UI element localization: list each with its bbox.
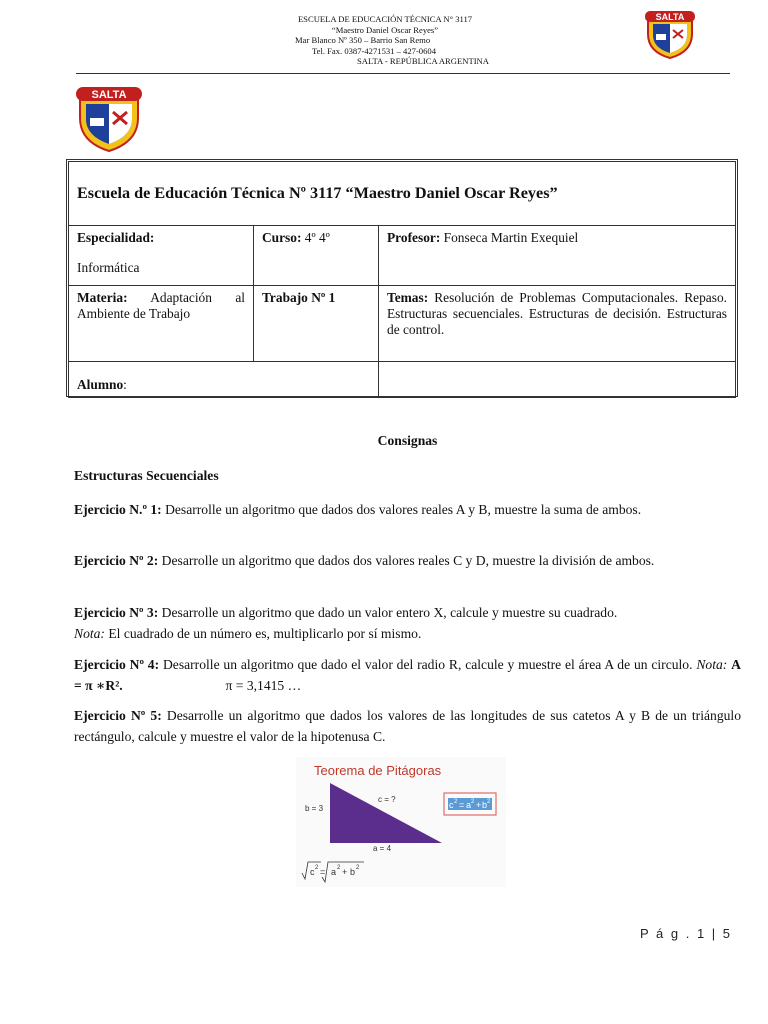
formula-c: c (449, 800, 454, 810)
sqrt-b-exp: 2 (356, 865, 360, 871)
exercise-5 (74, 705, 741, 747)
curso-label: Curso: (262, 230, 302, 245)
page-number: P á g . 1 | 5 (640, 926, 733, 941)
especialidad-value: Informática (77, 260, 140, 275)
side-c-label: c = ? (378, 795, 396, 804)
school-title: Escuela de Educación Técnica Nº 3117 “Maestro Daniel Oscar Reyes” (69, 162, 736, 226)
formula-a: a (466, 800, 472, 810)
section-heading: Estructuras Secuenciales (74, 468, 219, 483)
exercise-3-text: Desarrolle un algoritmo que dado un valor entero X, calcule y muestre su cuadrado. (161, 605, 618, 620)
profesor-cell (379, 226, 736, 286)
trabajo-cell (254, 286, 379, 362)
letterhead-address: Mar Blanco Nº 350 – Barrio San Remo (295, 35, 431, 45)
salta-crest-logo (72, 84, 146, 154)
exercise-2 (74, 550, 741, 571)
trabajo-label: Trabajo Nº 1 (262, 290, 336, 305)
exercise-3-nota-text: El cuadrado de un número es, multiplicarlo por sí mismo. (108, 626, 422, 641)
svg-text:+: + (476, 800, 482, 810)
exercise-5-text: Desarrolle un algoritmo que dados los valores de las longitudes de sus catetos A y B de un triángulo rectángulo, calcule y muestre el valor de la hipotenusa C. (74, 708, 741, 744)
svg-text:=: = (459, 800, 465, 810)
profesor-value: Fonseca Martin Exequiel (443, 230, 579, 245)
letterhead-phone: Tel. Fax. 0387-4271531 – 427-0604 (312, 45, 436, 56)
exercise-4-label: Ejercicio Nº 4: (74, 657, 160, 672)
temas-value: Resolución de Problemas Computacionales. Repaso. Estructuras secuenciales. Estructuras de decisión. Estructuras de control. (387, 290, 727, 337)
consignas-heading: Consignas (377, 433, 438, 448)
alumno-label: Alumno (77, 377, 124, 392)
exercise-1-label: Ejercicio N.º 1: (74, 502, 162, 517)
figure-title: Teorema de Pitágoras (314, 763, 442, 778)
materia-cell (69, 286, 254, 362)
right-triangle (330, 783, 442, 843)
curso-cell (254, 226, 379, 286)
exercise-1-text: Desarrolle un algoritmo que dados dos valores reales A y B, muestre la suma de ambos. (165, 502, 642, 517)
exercise-2-text: Desarrolle un algoritmo que dados dos valores reales C y D, muestre la división de ambos. (161, 553, 655, 568)
materia-label: Materia: (77, 290, 128, 305)
side-a-label: a = 4 (373, 844, 392, 853)
curso-value: 4º 4º (304, 230, 330, 245)
header-divider (76, 73, 730, 74)
letterhead-patron: “Maestro Daniel Oscar Reyes” (331, 24, 439, 35)
letterhead-location: SALTA - REPÚBLICA ARGENTINA (357, 56, 489, 66)
exercise-4-nota-label: Nota: (696, 657, 728, 672)
exercise-5-label: Ejercicio Nº 5: (74, 708, 162, 723)
exercise-4 (74, 654, 741, 696)
formula-a-exp: 2 (471, 799, 475, 805)
sqrt-c: c (310, 867, 315, 877)
exercise-3-nota-label: Nota: (74, 626, 105, 641)
especialidad-label: Especialidad: (77, 230, 155, 245)
exercise-4-text: Desarrolle un algoritmo que dado el valor del radio R, calcule y muestre el área A de un circulo. (162, 657, 693, 672)
letterhead (250, 14, 520, 67)
salta-logo-text: SALTA (655, 12, 685, 22)
salta-logo-text-left: SALTA (91, 89, 127, 101)
sqrt-c-exp: 2 (315, 865, 319, 871)
exercise-3 (74, 602, 741, 644)
formula-b: b (482, 800, 488, 810)
alumno-colon: : (123, 377, 127, 392)
exercise-4-pi: π = 3,1415 … (225, 678, 302, 693)
salta-crest-logo-top (642, 8, 698, 60)
exercise-4-formula: A = π ∗R². (74, 657, 741, 693)
temas-cell (379, 286, 736, 362)
svg-text:+: + (342, 867, 348, 877)
letterhead-school-name: ESCUELA DE EDUCACIÓN TÉCNICA N° 3117 (297, 14, 473, 24)
pythagoras-figure (296, 757, 506, 887)
exercise-1 (74, 499, 741, 520)
profesor-label: Profesor: (387, 230, 441, 245)
svg-text:=: = (320, 867, 326, 877)
info-table (68, 161, 736, 398)
especialidad-cell (69, 226, 254, 286)
exercise-2-label: Ejercicio Nº 2: (74, 553, 159, 568)
alumno-cell[interactable] (69, 362, 379, 398)
alumno-name-field[interactable] (379, 362, 736, 398)
formula-b-exp: 2 (487, 799, 491, 805)
side-b-label: b = 3 (305, 804, 324, 813)
formula-c-exp: 2 (454, 799, 458, 805)
sqrt-a: a (331, 867, 337, 877)
exercise-3-label: Ejercicio Nº 3: (74, 605, 159, 620)
sqrt-a-exp: 2 (337, 865, 341, 871)
sqrt-b: b (350, 867, 356, 877)
temas-label: Temas: (387, 290, 429, 305)
materia-value: Adaptación al Ambiente de Trabajo (77, 290, 245, 321)
